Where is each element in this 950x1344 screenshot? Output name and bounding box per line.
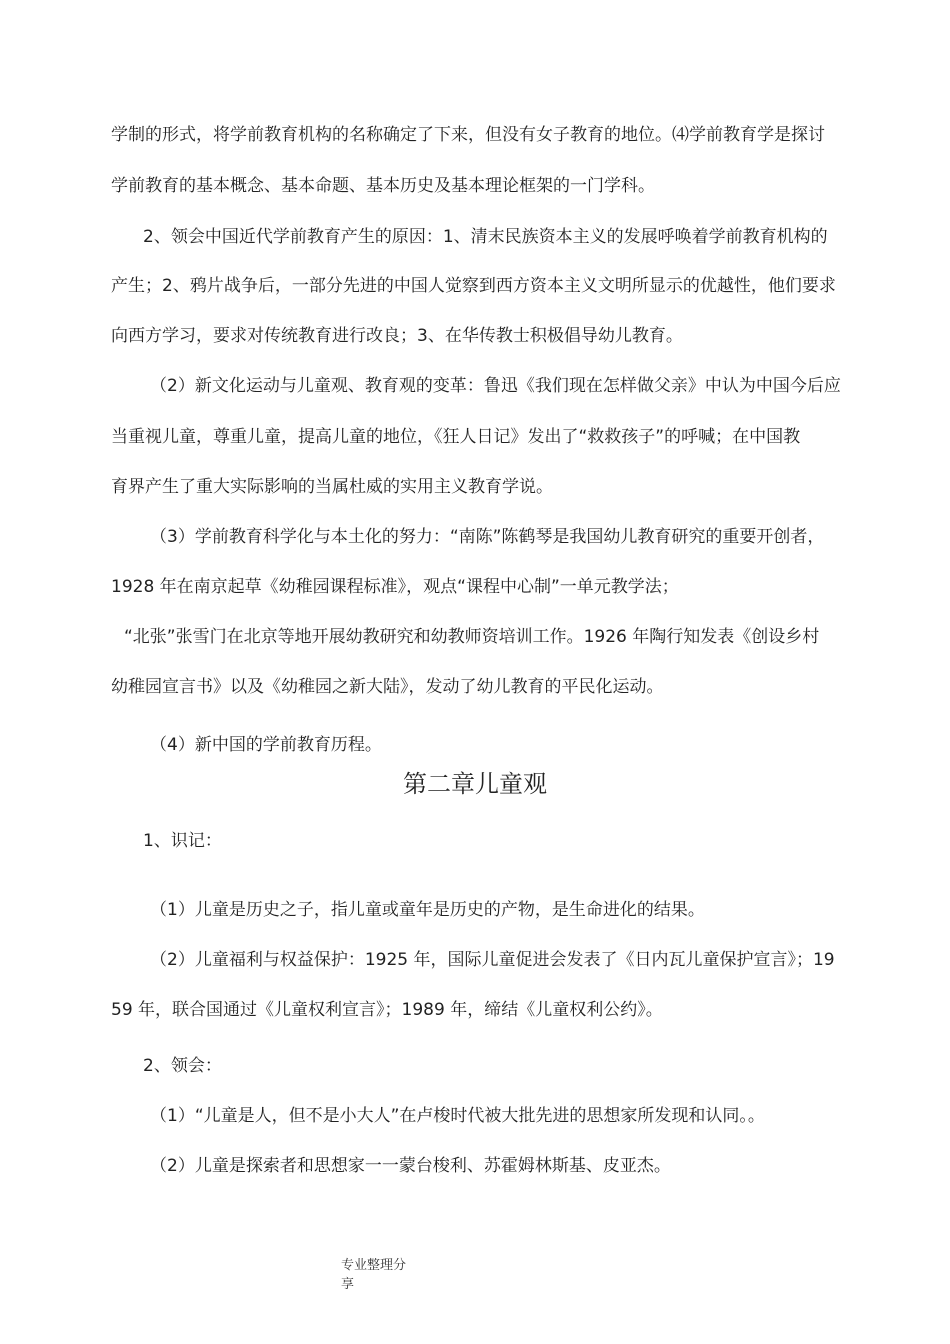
body-line-10: 1928 年在南京起草《幼稚园课程标准》，观点“课程中心制”一单元教学法； [111,577,679,597]
body-line-9: （3）学前教育科学化与本土化的努力：“南陈”陈鹤琴是我国幼儿教育研究的重要开创者， [150,527,825,547]
chapter-line-7: （2）儿童是探索者和思想家一一蒙台梭利、苏霍姆林斯基、皮亚杰。 [150,1156,671,1176]
chapter-line-4: 59 年，联合国通过《儿童权利宣言》；1989 年，缔结《儿童权利公约》。 [111,1000,663,1020]
chapter-title: 第二章儿童观 [403,770,547,798]
body-line-1: 学制的形式，将学前教育机构的名称确定了下来，但没有女子教育的地位。⑷学前教育学是探讨 [111,125,825,145]
body-line-8: 育界产生了重大实际影响的当属杜威的实用主义教育学说。 [111,477,553,497]
body-line-7: 当重视儿童，尊重儿童，提高儿童的地位，《狂人日记》发出了“救救孩子”的呼喊；在中国教 [111,427,801,447]
body-line-3: 2、领会中国近代学前教育产生的原因：1、清末民族资本主义的发展呼唤着学前教育机构的 [143,227,828,247]
page-footer-line-2: 享 [341,1277,355,1292]
chapter-line-5: 2、领会： [143,1056,222,1076]
body-line-4: 产生；2、鸦片战争后，一部分先进的中国人觉察到西方资本主义文明所显示的优越性，他们要求 [111,276,836,296]
page-footer-line-1: 专业整理分 [341,1258,407,1273]
chapter-line-6: （1）“儿童是人，但不是小大人”在卢梭时代被大批先进的思想家所发现和认同。。 [150,1106,765,1126]
body-line-13: （4）新中国的学前教育历程。 [150,735,382,755]
body-line-12: 幼稚园宣言书》以及《幼稚园之新大陆》，发动了幼儿教育的平民化运动。 [111,677,664,697]
body-line-5: 向西方学习，要求对传统教育进行改良；3、在华传教士积极倡导幼儿教育。 [111,326,683,346]
body-line-6: （2）新文化运动与儿童观、教育观的变革：鲁迅《我们现在怎样做父亲》中认为中国今后应 [150,376,841,396]
chapter-line-2: （1）儿童是历史之子，指儿童或童年是历史的产物，是生命进化的结果。 [150,900,705,920]
chapter-line-1: 1、识记： [143,831,222,851]
body-line-2: 学前教育的基本概念、基本命题、基本历史及基本理论框架的一门学科。 [111,176,655,196]
chapter-line-3: （2）儿童福利与权益保护：1925 年，国际儿童促进会发表了《日内瓦儿童保护宣言》；19 [150,950,835,970]
body-line-11: “北张”张雪门在北京等地开展幼教研究和幼教师资培训工作。1926 年陶行知发表《创设乡村 [124,627,820,647]
